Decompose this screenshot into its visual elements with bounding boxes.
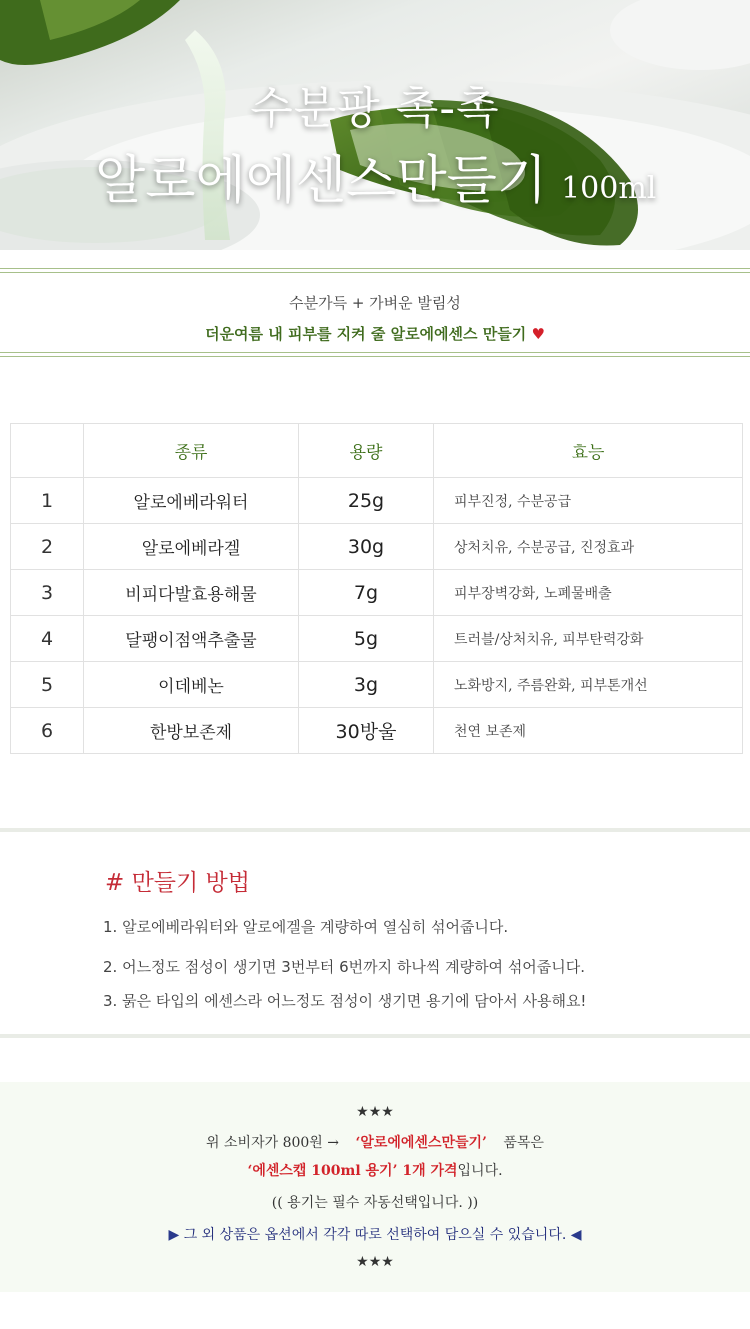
ingredient-table — [10, 423, 743, 754]
price-suffix: 품목은 — [503, 1135, 544, 1151]
hero-title-line2 — [95, 138, 656, 213]
stars-bottom: ★★★ — [356, 1254, 394, 1270]
price-prefix: 위 소비자가 800원 → — [206, 1135, 339, 1151]
row-effect: 피부진정, 수분공급 — [434, 478, 743, 524]
hero-size-label: 100ml — [561, 171, 657, 206]
triangle-left-icon: ◀ — [570, 1227, 582, 1243]
divider-top-inner — [0, 272, 750, 273]
row-amount: 5g — [299, 616, 434, 662]
option-line — [0, 1224, 750, 1244]
row-effect: 피부장벽강화, 노폐물배출 — [434, 570, 743, 616]
table-row — [11, 708, 743, 754]
row-num: 5 — [11, 662, 84, 708]
hero-title-line1: 수분팡 촉-촉 — [250, 83, 500, 134]
row-amount: 25g — [299, 478, 434, 524]
heart-icon: ♥ — [531, 325, 545, 343]
container-suffix: 입니다. — [457, 1163, 503, 1179]
table-header-effect: 효능 — [434, 424, 743, 478]
intro-band — [0, 268, 750, 358]
row-name: 한방보존제 — [84, 708, 299, 754]
divider-top — [0, 268, 750, 269]
table-row — [11, 662, 743, 708]
table-row — [11, 616, 743, 662]
intro-subtitle: 수분가득 + 가벼운 발림성 — [289, 294, 461, 312]
stars-top: ★★★ — [356, 1104, 394, 1120]
triangle-right-icon: ▶ — [168, 1227, 180, 1243]
option-note: 그 외 상품은 옵션에서 각각 따로 선택하여 담으실 수 있습니다. — [183, 1227, 567, 1243]
row-effect: 천연 보존제 — [434, 708, 743, 754]
row-num: 6 — [11, 708, 84, 754]
table-header-row — [11, 424, 743, 478]
container-price: ‘에센스캡 100ml 용기’ 1개 가격 — [247, 1163, 458, 1179]
table-row — [11, 570, 743, 616]
intro-tagline-text: 더운여름 내 피부를 지켜 줄 알로에에센스 만들기 — [205, 325, 527, 343]
method-step: 3. 묽은 타입의 에센스라 어느정도 점성이 생기면 용기에 담아서 사용해요! — [103, 992, 587, 1010]
hero-banner — [0, 0, 750, 250]
product-name: ‘알로에에센스만들기’ — [355, 1135, 487, 1151]
row-num: 1 — [11, 478, 84, 524]
divider-bottom-inner — [0, 352, 750, 353]
hero-title-text: 알로에에센스만들기 — [95, 151, 548, 211]
intro-tagline — [0, 323, 750, 344]
price-notice — [0, 1082, 750, 1292]
method-step: 1. 알로에베라워터와 알로에겔을 계량하여 열심히 섞어줍니다. — [103, 918, 509, 936]
row-amount: 30방울 — [299, 708, 434, 754]
table-header-num — [11, 424, 84, 478]
row-num: 2 — [11, 524, 84, 570]
row-effect: 노화방지, 주름완화, 피부톤개선 — [434, 662, 743, 708]
container-line — [0, 1160, 750, 1180]
row-name: 이데베논 — [84, 662, 299, 708]
row-name: 비피다발효용해물 — [84, 570, 299, 616]
row-name: 달팽이점액추출물 — [84, 616, 299, 662]
row-amount: 30g — [299, 524, 434, 570]
table-row — [11, 524, 743, 570]
method-section — [0, 828, 750, 1038]
auto-select-note: (( 용기는 필수 자동선택입니다. )) — [271, 1195, 479, 1211]
table-header-type: 종류 — [84, 424, 299, 478]
divider-bottom — [0, 356, 750, 357]
method-title: # 만들기 방법 — [105, 870, 250, 896]
table-header-amount: 용량 — [299, 424, 434, 478]
row-amount: 3g — [299, 662, 434, 708]
row-num: 3 — [11, 570, 84, 616]
row-amount: 7g — [299, 570, 434, 616]
row-name: 알로에베라겔 — [84, 524, 299, 570]
method-step: 2. 어느정도 점성이 생기면 3번부터 6번까지 하나씩 계량하여 섞어줍니다. — [103, 958, 586, 976]
price-line — [0, 1132, 750, 1152]
row-name: 알로에베라워터 — [84, 478, 299, 524]
table-row — [11, 478, 743, 524]
row-num: 4 — [11, 616, 84, 662]
row-effect: 트러블/상처치유, 피부탄력강화 — [434, 616, 743, 662]
row-effect: 상처치유, 수분공급, 진정효과 — [434, 524, 743, 570]
